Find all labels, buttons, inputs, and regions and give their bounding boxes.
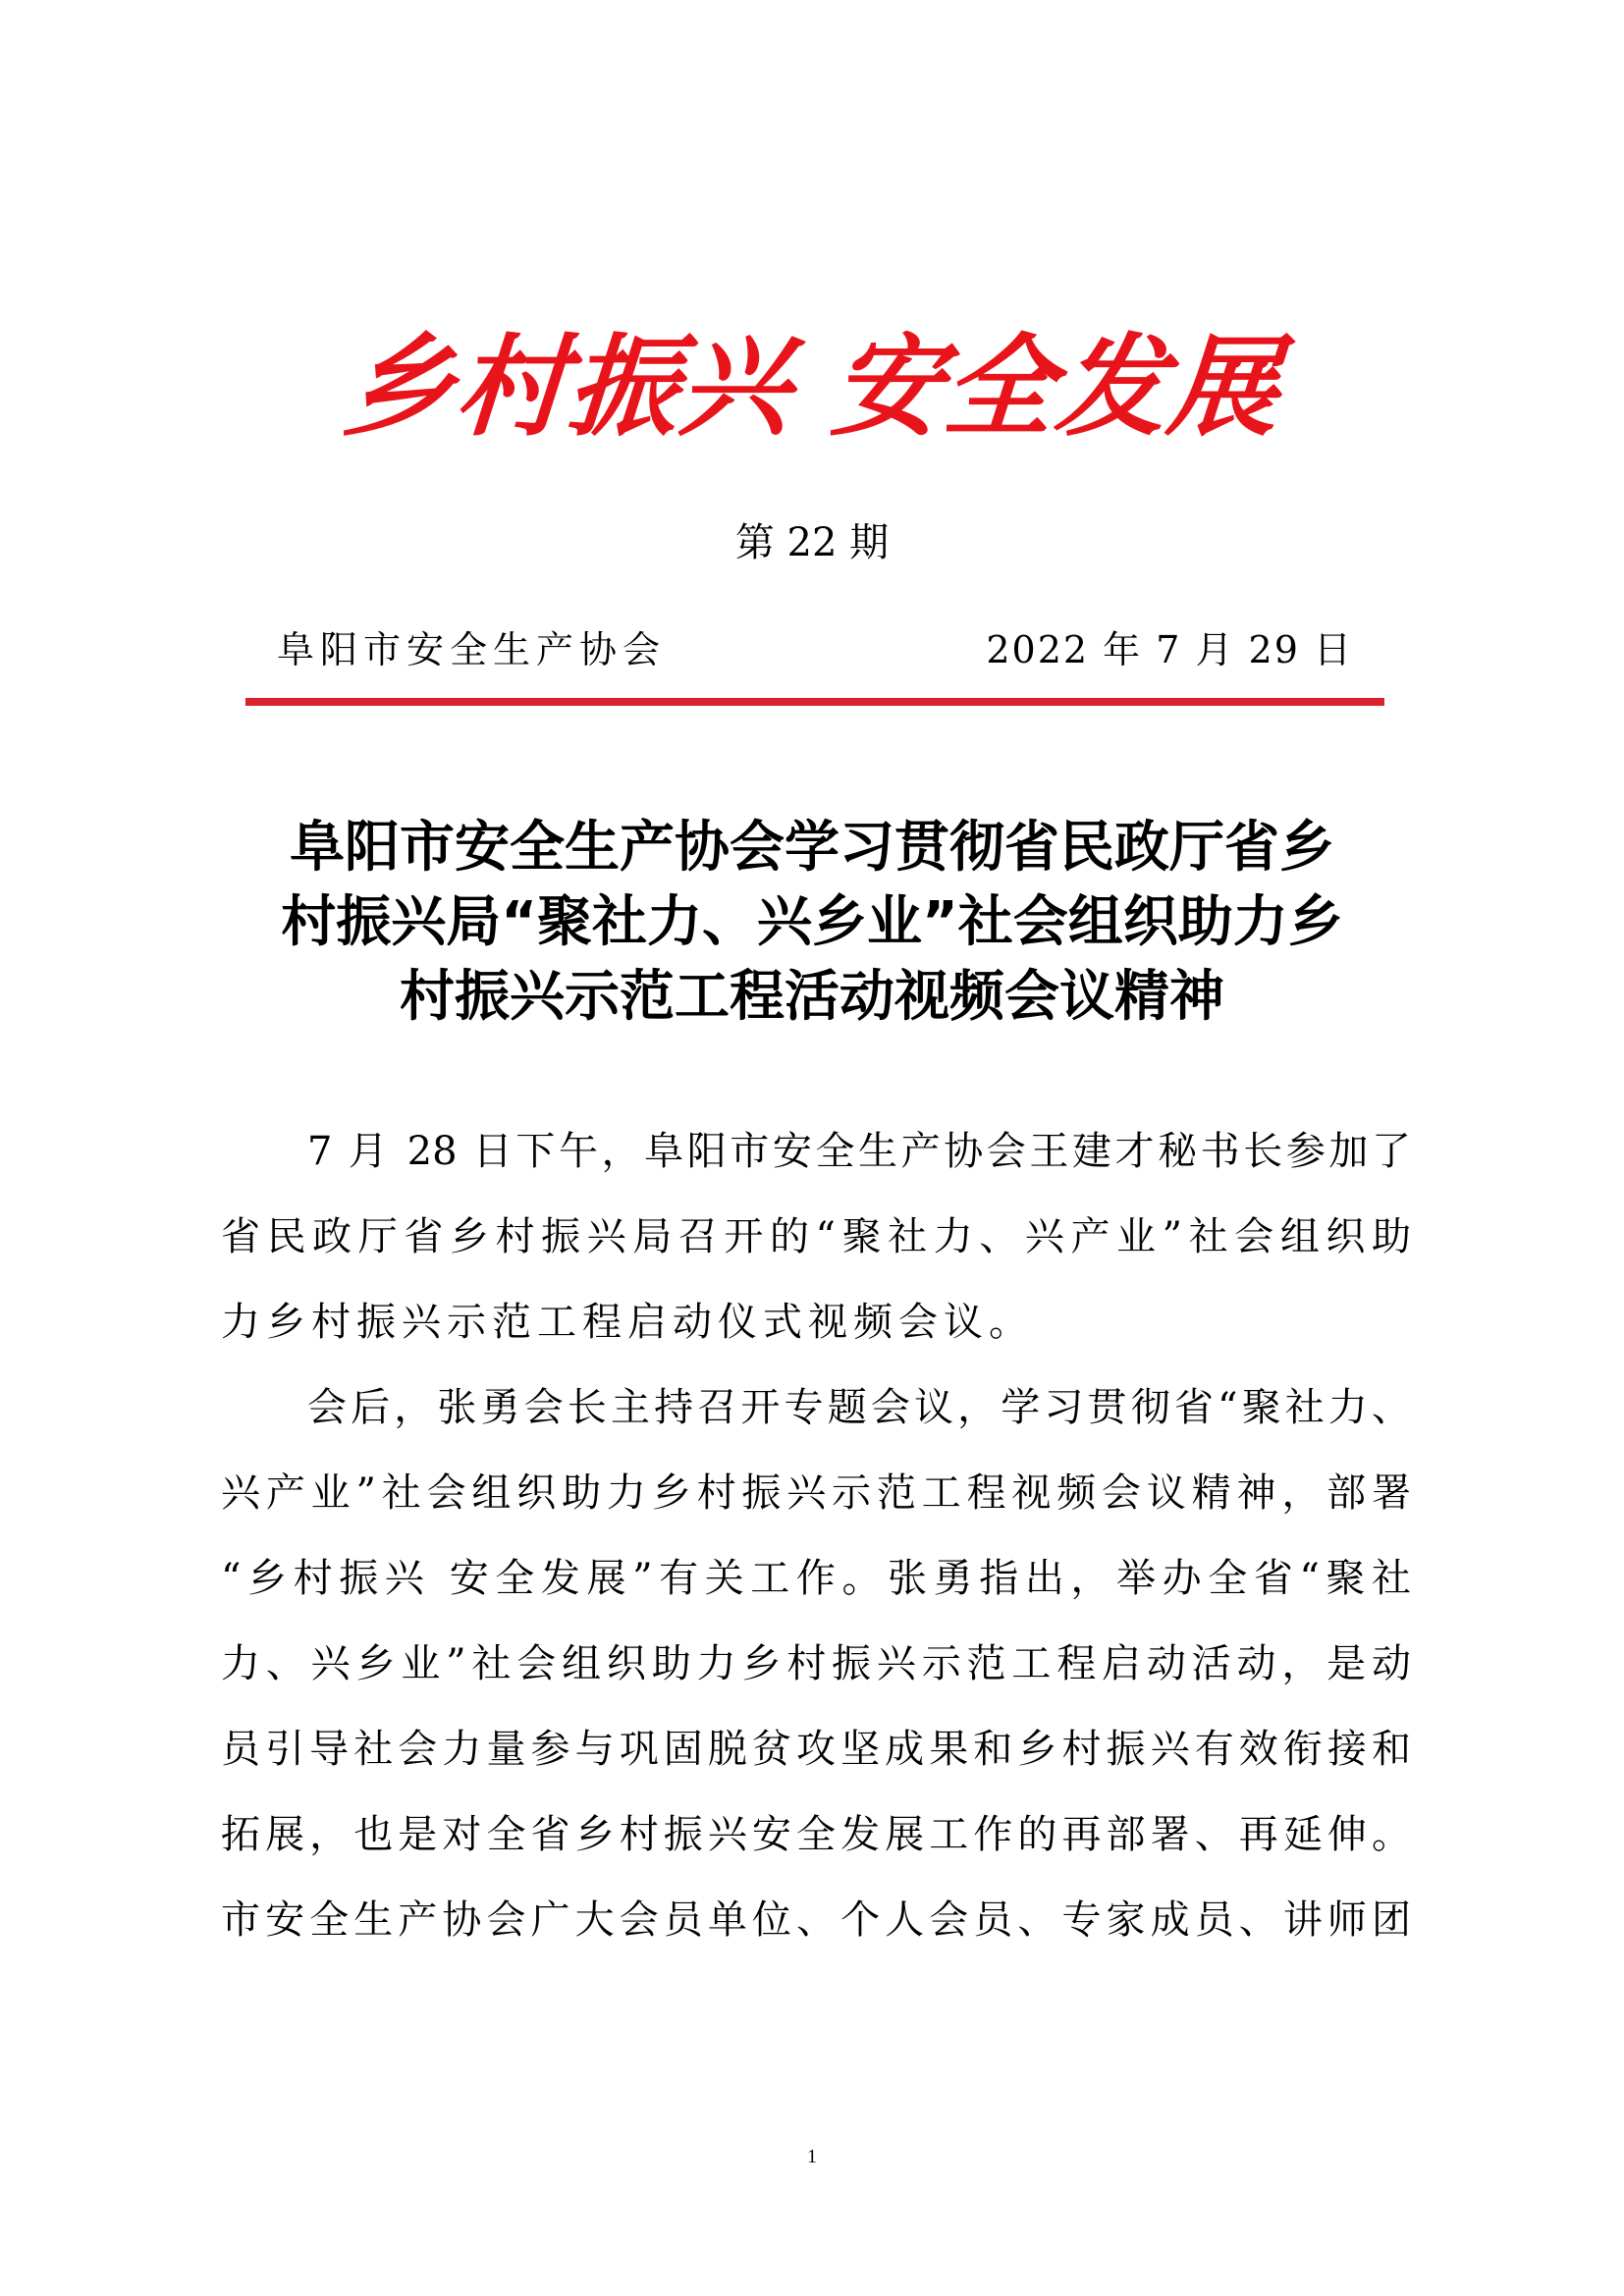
body-line: 兴产业”社会组织助力乡村振兴示范工程视频会议精神，部署: [221, 1470, 1411, 1516]
body-line: 力乡村振兴示范工程启动仪式视频会议。: [221, 1300, 1034, 1345]
body-line: 力、兴乡业”社会组织助力乡村振兴示范工程启动活动，是动: [221, 1641, 1411, 1686]
body-line: 会后，张勇会长主持召开专题会议，学习贯彻省“聚社力、: [307, 1385, 1411, 1430]
red-divider: [245, 698, 1384, 706]
article-headline: [196, 811, 1428, 1035]
headline-line: 村振兴局“聚社力、兴乡业”社会组织助力乡: [281, 890, 1343, 954]
body-line: 省民政厅省乡村振兴局召开的“聚社力、兴产业”社会组织助: [221, 1214, 1411, 1259]
article-body: [221, 1109, 1411, 1963]
publisher-name: 阜阳市安全生产协会: [277, 628, 667, 671]
headline-line: 阜阳市安全生产协会学习贯彻省民政厅省乡: [290, 816, 1334, 880]
body-line: 拓展，也是对全省乡村振兴安全发展工作的再部署、再延伸。: [221, 1812, 1411, 1857]
headline-line: 村振兴示范工程活动视频会议精神: [400, 965, 1224, 1029]
body-line: 市安全生产协会广大会员单位、个人会员、专家成员、讲师团: [221, 1897, 1411, 1943]
masthead-title: 乡村振兴 安全发展: [339, 324, 1285, 452]
page-number: 1: [807, 2146, 817, 2167]
issue-number: 第 22 期: [734, 520, 890, 565]
body-line: 员引导社会力量参与巩固脱贫攻坚成果和乡村振兴有效衔接和: [221, 1727, 1411, 1772]
publish-date: 2022 年 7 月 29 日: [986, 628, 1353, 671]
body-line: “乡村振兴 安全发展”有关工作。张勇指出，举办全省“聚社: [221, 1556, 1411, 1601]
body-line: 7 月 28 日下午，阜阳市安全生产协会王建才秘书长参加了: [307, 1129, 1411, 1174]
